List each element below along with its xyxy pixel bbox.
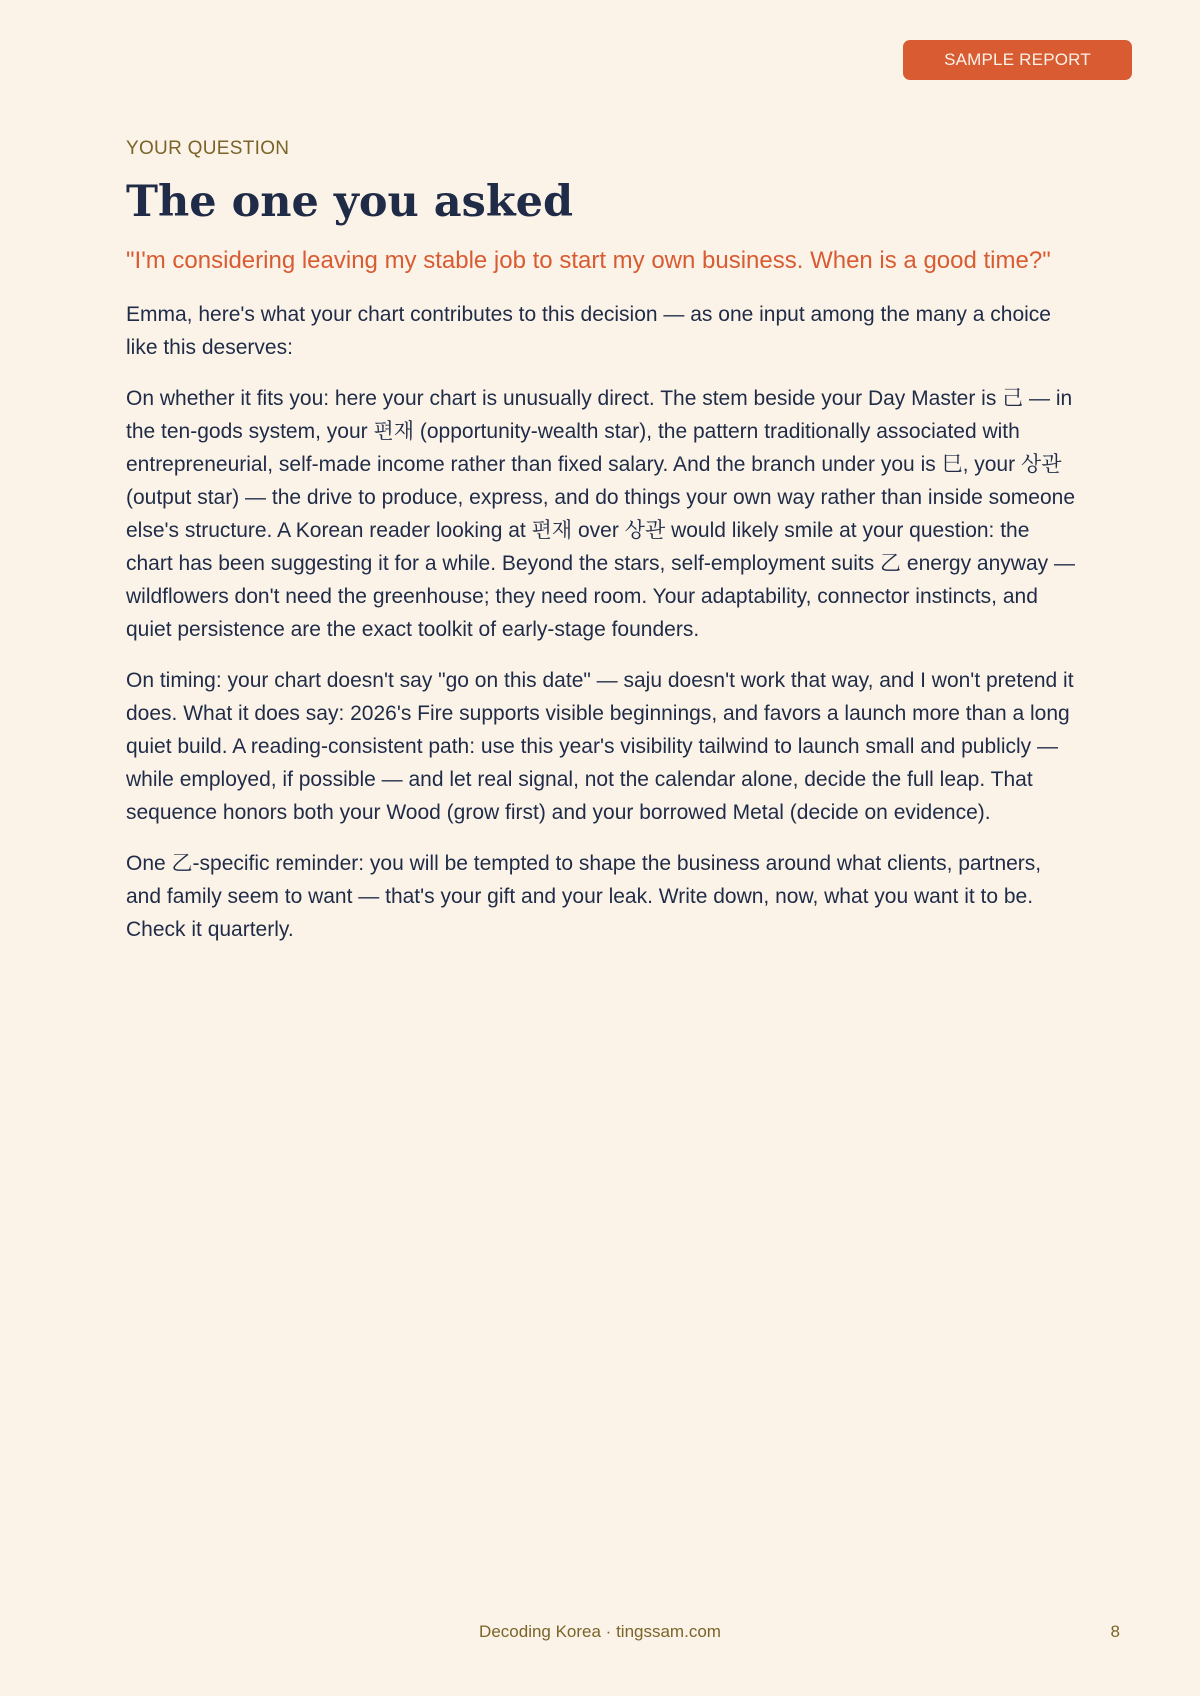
body-paragraph-fit: On whether it fits you: here your chart is unusually direct. The stem beside your Day Master is 己 — in the ten-gods system, your 편재 (opportunity-wealth star), the pattern traditionally associated with entrepreneurial, self-made income rather than fixed salary. And the branch under you is 巳, your 상관 (output star) — the drive to produce, express, and do things your own way rather than inside someone else's structure. A Korean reader looking at 편재 over 상관 would likely smile at your question: the chart has been suggesting it for a while. Beyond the stars, self-employment suits 乙 energy anyway — wildflowers don't need the greenhouse; they need room. Your adaptability, connector instincts, and quiet persistence are the exact toolkit of early-stage founders. [126,387,1076,641]
page-title: The one you asked [126,177,574,227]
body-paragraph-timing: On timing: your chart doesn't say "go on this date" — saju doesn't work that way, and I won't pretend it does. What it does say: 2026's Fire supports visible beginnings, and favors a launch more than a long quiet build. A reading-consistent path: use this year's visibility tailwind to launch small and publicly — while employed, if possible — and let real signal, not the calendar alone, decide the full leap. That sequence honors both your Wood (grow first) and your borrowed Metal (decide on evidence). [126,669,1074,824]
report-section [126,136,1076,946]
sample-report-badge: SAMPLE REPORT [903,40,1132,80]
footer-text: Decoding Korea · tingssam.com [479,1622,721,1641]
body-paragraph-intro: Emma, here's what your chart contributes to this decision — as one input among the many a choice like this deserves: [126,303,1051,359]
question-quote: "I'm considering leaving my stable job to start my own business. When is a good time?" [126,247,1051,274]
page-number: 8 [1110,1622,1120,1641]
section-eyebrow: YOUR QUESTION [126,138,290,159]
body-paragraph-reminder: One 乙-specific reminder: you will be tempted to shape the business around what clients, partners, and family seem to want — that's your gift and your leak. Write down, now, what you want it to be. Check it quarterly. [126,852,1042,941]
